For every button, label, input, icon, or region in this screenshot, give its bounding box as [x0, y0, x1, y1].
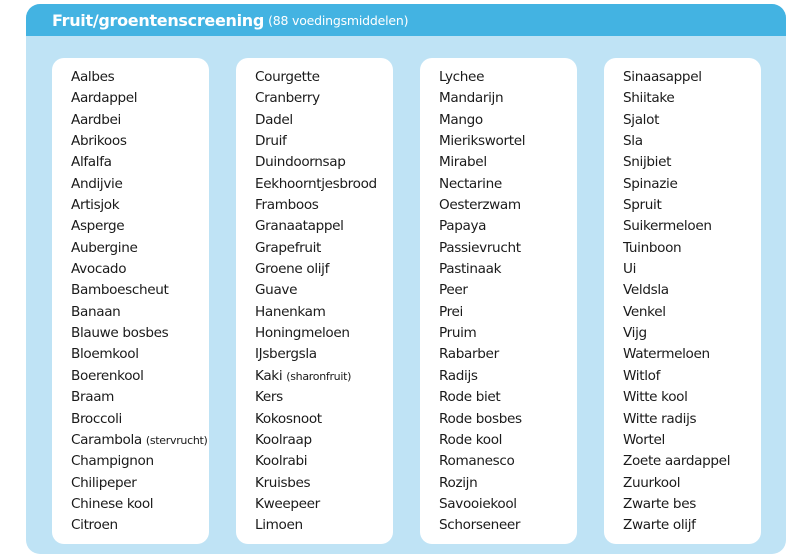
food-name: Bloemkool [71, 346, 139, 363]
food-name: Koolrabi [255, 453, 308, 470]
food-name: Peer [439, 282, 468, 299]
food-item [623, 430, 761, 451]
food-item [255, 366, 393, 387]
food-item [255, 344, 393, 365]
food-name: Spinazie [623, 175, 678, 192]
food-name: Mango [439, 111, 483, 128]
food-name: Mandarijn [439, 90, 504, 107]
food-name: Zwarte bes [623, 495, 696, 512]
food-name: Groene olijf [255, 261, 330, 278]
food-name: Mierikswortel [439, 133, 526, 150]
food-item [439, 152, 577, 173]
food-name: Avocado [71, 261, 127, 278]
food-name: Blauwe bosbes [71, 325, 169, 342]
food-name: Witte kool [623, 389, 688, 406]
food-name: Champignon [71, 453, 154, 470]
food-item [71, 195, 209, 216]
food-item [71, 344, 209, 365]
food-name: Kaki [255, 367, 283, 384]
food-item [255, 152, 393, 173]
food-item [255, 430, 393, 451]
food-name: Hanenkam [255, 303, 326, 320]
food-name: Prei [439, 303, 463, 320]
food-name: Zuurkool [623, 474, 681, 491]
food-item [439, 238, 577, 259]
food-item [623, 110, 761, 131]
food-name: Shiitake [623, 90, 675, 107]
food-name: Lychee [439, 69, 485, 85]
food-name: Chilipeper [71, 474, 137, 491]
food-name: Suikermeloen [623, 218, 712, 235]
food-column-1 [52, 58, 209, 544]
food-item [71, 174, 209, 195]
food-name: Wortel [623, 431, 665, 448]
food-name: Zoete aardappel [623, 453, 731, 470]
food-name: Watermeloen [623, 346, 710, 363]
food-item [71, 216, 209, 237]
food-item [623, 195, 761, 216]
food-item [439, 259, 577, 280]
food-item [439, 88, 577, 109]
food-item [623, 280, 761, 301]
food-item [439, 344, 577, 365]
food-name: Kokosnoot [255, 410, 322, 427]
food-name: Limoen [255, 517, 303, 534]
food-name: Papaya [439, 218, 487, 235]
food-item [255, 494, 393, 515]
food-name: Snijbiet [623, 154, 672, 171]
food-item [255, 515, 393, 536]
food-item [255, 259, 393, 280]
food-item [71, 88, 209, 109]
food-name: Kruisbes [255, 474, 311, 491]
food-name: Aardappel [71, 90, 138, 107]
food-name: Nectarine [439, 175, 502, 192]
food-name: Zwarte olijf [623, 517, 696, 534]
food-name: Carambola [71, 431, 142, 448]
food-item [439, 67, 577, 88]
food-item [255, 195, 393, 216]
food-name: Grapefruit [255, 239, 322, 256]
food-item [623, 238, 761, 259]
food-item [439, 515, 577, 536]
food-name: Boerenkool [71, 367, 144, 384]
food-name: Vijg [623, 325, 647, 342]
food-name: Guave [255, 282, 298, 299]
food-name: Braam [71, 389, 115, 406]
food-item [439, 302, 577, 323]
food-item [255, 323, 393, 344]
food-item [71, 280, 209, 301]
food-name: Dadel [255, 111, 293, 128]
food-name: Veldsla [623, 282, 669, 299]
food-item [623, 131, 761, 152]
food-item [71, 451, 209, 472]
food-name: Tuinboon [623, 239, 682, 256]
food-name: Oesterzwam [439, 197, 521, 214]
food-item [623, 515, 761, 536]
food-name: Rode kool [439, 431, 503, 448]
food-name: Pastinaak [439, 261, 502, 278]
screening-panel [26, 4, 786, 554]
food-name: Aalbes [71, 69, 115, 85]
food-item [71, 302, 209, 323]
food-note: (stervrucht) [145, 433, 208, 447]
food-name: Kweepeer [255, 495, 320, 512]
food-item [623, 259, 761, 280]
food-item [71, 238, 209, 259]
food-item [623, 494, 761, 515]
food-note: (sharonfruit) [286, 369, 352, 383]
food-name: Granaatappel [255, 218, 344, 235]
food-item [623, 366, 761, 387]
food-item [71, 515, 209, 536]
food-name: Broccoli [71, 410, 122, 427]
food-name: Alfalfa [71, 154, 112, 171]
food-item [255, 174, 393, 195]
food-column-3 [420, 58, 577, 544]
food-name: IJsbergsla [255, 346, 317, 363]
food-item [439, 323, 577, 344]
food-item [71, 259, 209, 280]
food-name: Chinese kool [71, 495, 154, 512]
food-item [623, 302, 761, 323]
food-item [439, 216, 577, 237]
panel-title: Fruit/groentenscreening [52, 10, 265, 30]
food-item [439, 473, 577, 494]
food-item [255, 131, 393, 152]
food-name: Citroen [71, 517, 118, 534]
food-name: Eekhoorntjesbrood [255, 175, 377, 192]
food-item [71, 110, 209, 131]
food-item [71, 366, 209, 387]
food-name: Sjalot [623, 111, 660, 128]
food-item [255, 302, 393, 323]
food-name: Bamboescheut [71, 282, 169, 299]
food-item [255, 280, 393, 301]
food-item [439, 110, 577, 131]
food-name: Abrikoos [71, 133, 127, 150]
food-item [623, 216, 761, 237]
food-name: Schorseneer [439, 517, 521, 534]
food-item [623, 344, 761, 365]
food-item [623, 409, 761, 430]
food-item [255, 238, 393, 259]
food-item [255, 88, 393, 109]
food-name: Witlof [623, 367, 661, 384]
food-name: Banaan [71, 303, 121, 320]
food-item [71, 473, 209, 494]
food-item [439, 366, 577, 387]
food-item [255, 387, 393, 408]
food-item [71, 152, 209, 173]
food-name: Artisjok [71, 197, 120, 214]
food-name: Koolraap [255, 431, 312, 448]
food-item [255, 67, 393, 88]
food-item [255, 110, 393, 131]
food-name: Framboos [255, 197, 319, 214]
food-item [255, 473, 393, 494]
food-name: Aardbei [71, 111, 121, 128]
food-item [71, 409, 209, 430]
food-item [623, 67, 761, 88]
food-name: Sinaasappel [623, 69, 702, 85]
food-name: Aubergine [71, 239, 138, 256]
food-item [623, 451, 761, 472]
food-name: Duindoornsap [255, 154, 346, 171]
food-item [71, 131, 209, 152]
food-name: Romanesco [439, 453, 515, 470]
food-item [623, 387, 761, 408]
food-name: Andijvie [71, 175, 123, 192]
food-item [439, 387, 577, 408]
food-item [255, 216, 393, 237]
food-name: Rabarber [439, 346, 499, 363]
food-item [71, 494, 209, 515]
food-item [439, 409, 577, 430]
food-item [439, 195, 577, 216]
food-item [623, 473, 761, 494]
panel-subtitle: (88 voedingsmiddelen) [268, 12, 409, 28]
food-item [623, 174, 761, 195]
food-name: Cranberry [255, 90, 320, 107]
food-name: Sla [623, 133, 643, 150]
food-item [255, 409, 393, 430]
food-item [71, 387, 209, 408]
food-name: Kers [255, 389, 283, 406]
food-name: Rode biet [439, 389, 501, 406]
food-item [439, 280, 577, 301]
food-column-4 [604, 58, 761, 544]
food-name: Courgette [255, 69, 320, 85]
food-name: Druif [255, 133, 287, 150]
food-item [623, 88, 761, 109]
food-name: Mirabel [439, 154, 487, 171]
food-item [623, 152, 761, 173]
food-name: Ui [623, 261, 637, 278]
panel-header [26, 4, 786, 36]
food-item [439, 131, 577, 152]
food-name: Asperge [71, 218, 125, 235]
food-name: Savooiekool [439, 495, 517, 512]
food-name: Venkel [623, 303, 666, 320]
food-item [439, 451, 577, 472]
food-item [439, 494, 577, 515]
food-name: Spruit [623, 197, 662, 214]
food-item [623, 323, 761, 344]
food-name: Radijs [439, 367, 478, 384]
food-name: Pruim [439, 325, 477, 342]
food-name: Rode bosbes [439, 410, 522, 427]
food-item [71, 67, 209, 88]
food-item [439, 174, 577, 195]
food-name: Witte radijs [623, 410, 697, 427]
food-name: Passievrucht [439, 239, 521, 256]
food-item [71, 323, 209, 344]
food-name: Honingmeloen [255, 325, 350, 342]
food-item [71, 430, 209, 451]
food-column-2 [236, 58, 393, 544]
food-name: Rozijn [439, 474, 478, 491]
food-item [439, 430, 577, 451]
food-item [255, 451, 393, 472]
